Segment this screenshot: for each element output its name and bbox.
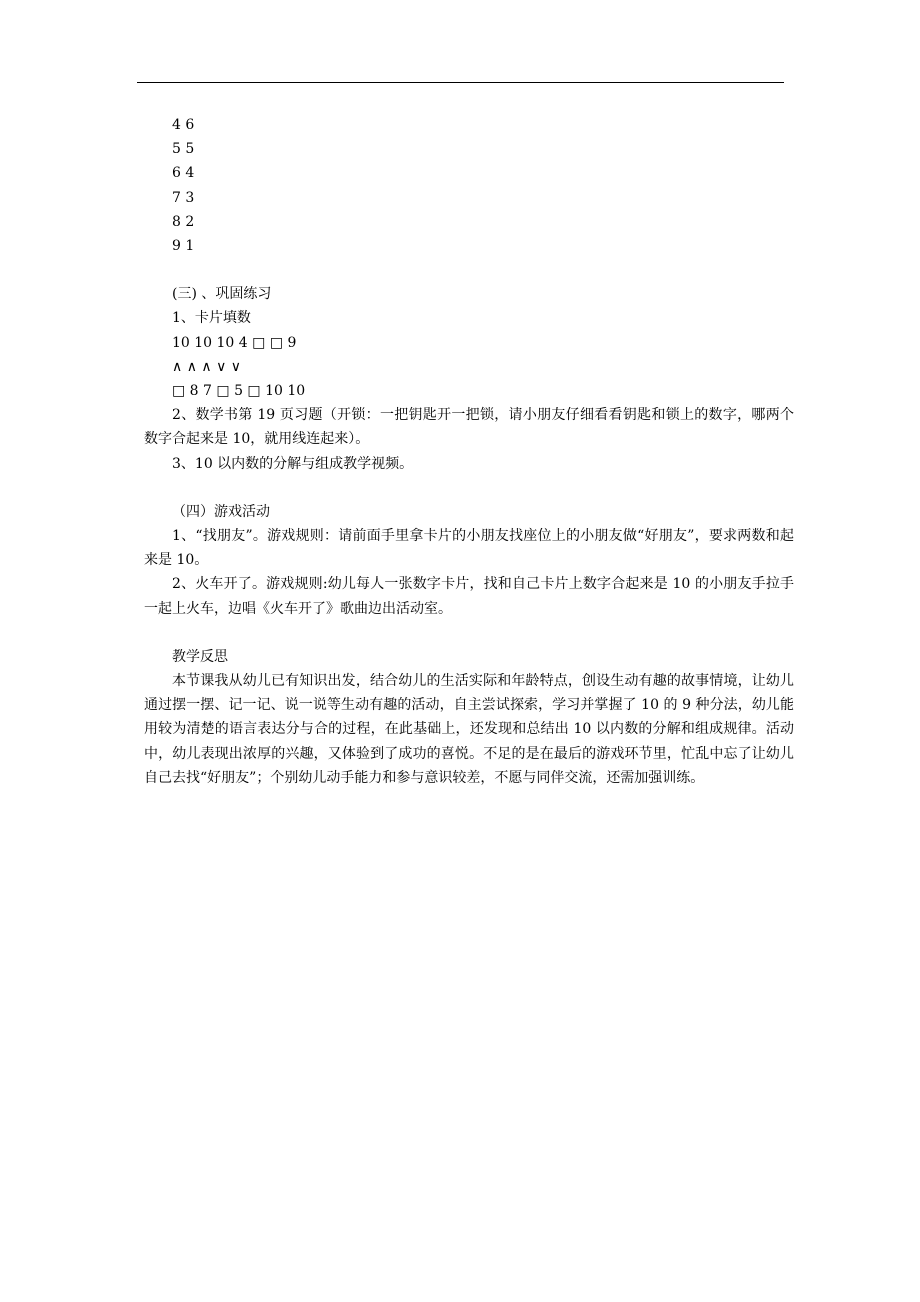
document-body — [144, 113, 794, 790]
card-row-1: 10 10 10 4 □ □ 9 — [172, 334, 297, 351]
reflection-body: 本节课我从幼儿已有知识出发，结合幼儿的生活实际和年龄特点，创设生动有趣的故事情境，让幼儿通过摆一摆、记一记、说一说等生动有趣的活动，自主尝试探索，学习并掌握了 10 的 9 种分法，幼儿能用较为清楚的语言表达分与合的过程，在此基础上，还发现和总结出 10 以内数的分解和组成规律。活动中，幼儿表现出浓厚的兴趣，又体验到了成功的喜悦。不足的是在最后的游戏环节里，忙乱中忘了让幼儿自己去找“好朋友”；个别幼儿动手能力和参与意识较差，不愿与同伴交流，还需加强训练。 — [144, 673, 794, 786]
spacer — [144, 621, 794, 645]
section-3-title: (三) 、巩固练习 — [172, 286, 272, 303]
reflection-title: 教学反思 — [172, 648, 228, 665]
section-3-item-3: 3、10 以内数的分解与组成教学视频。 — [172, 455, 414, 472]
number-pair: 6 4 — [172, 165, 195, 182]
section-4-title: （四）游戏活动 — [172, 503, 270, 520]
section-4-item-1: 1、“找朋友”。游戏规则：请前面手里拿卡片的小朋友找座位上的小朋友做“好朋友”，要求两数和起来是 10。 — [144, 528, 794, 569]
section-4-item-2: 2、火车开了。游戏规则:幼儿每人一张数字卡片，找和自己卡片上数字合起来是 10 的小朋友手拉手一起上火车，边唱《火车开了》歌曲边出活动室。 — [144, 576, 794, 617]
header-rule — [137, 82, 784, 83]
number-pair: 7 3 — [172, 189, 195, 206]
number-pair: 9 1 — [172, 238, 195, 255]
number-pair: 8 2 — [172, 213, 195, 230]
card-row-2: ∧ ∧ ∧ ∨ ∨ — [172, 358, 242, 375]
spacer — [144, 258, 794, 282]
number-pair: 5 5 — [172, 141, 195, 158]
section-3-item-1: 1、卡片填数 — [172, 310, 251, 327]
card-row-3: □ 8 7 □ 5 □ 10 10 — [172, 383, 306, 400]
section-3-item-2: 2、数学书第 19 页习题（开锁：一把钥匙开一把锁，请小朋友仔细看看钥匙和锁上的数字，哪两个数字合起来是 10，就用线连起来）。 — [144, 407, 794, 448]
number-pair: 4 6 — [172, 117, 195, 133]
spacer — [144, 476, 794, 500]
